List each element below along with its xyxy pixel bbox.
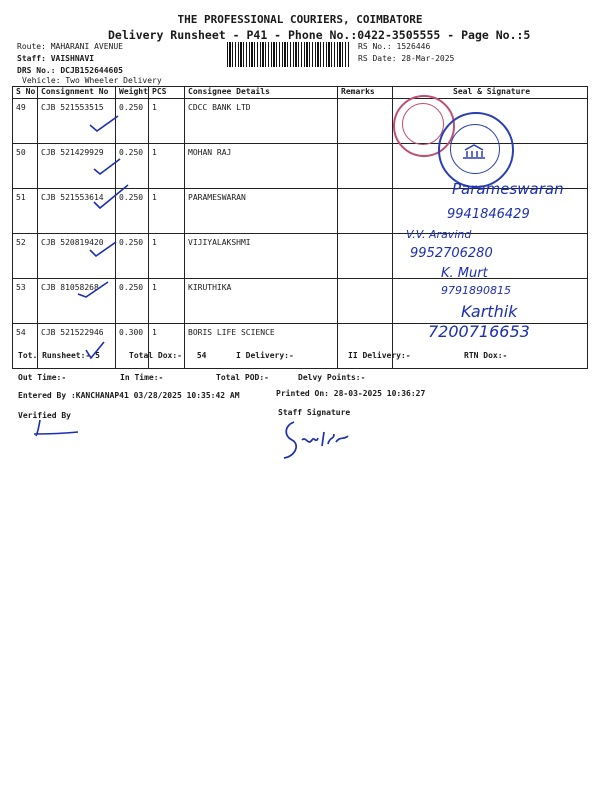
entered-by: Entered By :KANCHANAP41 03/28/2025 10:35:42 AM [18, 391, 240, 400]
company-title: THE PROFESSIONAL COURIERS, COIMBATORE [177, 13, 423, 26]
out-time: Out Time:- [18, 373, 67, 382]
tick-mark-icon [88, 238, 118, 260]
cell-consignee: KIRUTHIKA [185, 279, 338, 324]
cell-remarks [338, 324, 393, 369]
total-dox-value: 54 [196, 351, 207, 360]
route-label: Route: [17, 42, 46, 51]
tick-mark-icon [92, 155, 122, 177]
vehicle-label: Vehicle: [22, 76, 61, 85]
handwritten-name-54: Karthik [461, 302, 518, 321]
drs-value: DCJB152644605 [60, 66, 123, 75]
cell-pcs: 1 [149, 189, 185, 234]
handwritten-name-53: K. Murt [441, 266, 488, 281]
staff-value: VAISHNAVI [50, 54, 95, 63]
tick-mark-icon [76, 278, 110, 300]
handwritten-phone-51: 9941846429 [447, 207, 530, 222]
verified-by-label: Verified By [18, 411, 71, 420]
seal-inner-ring [402, 103, 444, 145]
rs-no-row [358, 42, 430, 51]
rs-date-value: 28-Mar-2025 [401, 54, 455, 63]
col-sno: S No [13, 87, 38, 99]
cell-consignment: CJB 521429929 [38, 144, 116, 189]
col-weight: Weight [116, 87, 149, 99]
tick-mark-icon [88, 113, 120, 135]
cell-sno: 52 [13, 234, 38, 279]
cell-weight: 0.250 [116, 189, 149, 234]
cell-pcs: 1 [149, 324, 185, 369]
cell-consignment: CJB 520819420 [38, 234, 116, 279]
col-consignee: Consignee Details [185, 87, 338, 99]
vehicle-value: Two Wheeler Delivery [65, 76, 162, 85]
cell-weight: 0.250 [116, 234, 149, 279]
delvy-points: Delvy Points:- [298, 373, 366, 382]
rtn-dox: RTN Dox:- [464, 351, 508, 360]
staff-row [17, 54, 94, 63]
cell-remarks [338, 99, 393, 144]
cell-consignment: CJB 521553515 [38, 99, 116, 144]
drs-row [17, 66, 123, 75]
rs-date-row [358, 54, 454, 63]
cell-weight: 0.250 [116, 279, 149, 324]
col-pcs: PCS [149, 87, 185, 99]
col-consignment: Consignment No [38, 87, 116, 99]
verifier-signature [30, 418, 82, 440]
cell-consignee: PARAMESWARAN [185, 189, 338, 234]
cell-sno: 54 [13, 324, 38, 369]
runsheet-title: Delivery Runsheet - P41 - Phone No.:0422-3505555 - Page No.:5 [108, 28, 531, 42]
bank-building-icon [461, 144, 487, 160]
route-row [17, 42, 123, 51]
cell-consignment: CJB 521522946 [38, 324, 116, 369]
cell-weight: 0.300 [116, 324, 149, 369]
handwritten-name-51: Parameswaran [452, 180, 564, 198]
cell-consignee: BORIS LIFE SCIENCE [185, 324, 338, 369]
cell-pcs: 1 [149, 234, 185, 279]
col-remarks: Remarks [338, 87, 393, 99]
cell-consignment: CJB 81058268 [38, 279, 116, 324]
tick-mark-icon [92, 182, 132, 212]
ii-delivery: II Delivery:- [348, 351, 411, 360]
handwritten-phone-54: 7200716653 [428, 322, 530, 341]
cell-pcs: 1 [149, 144, 185, 189]
cell-weight: 0.250 [116, 99, 149, 144]
cell-consignee: MOHAN RAJ [185, 144, 338, 189]
drs-label: DRS No.: [17, 66, 56, 75]
cell-remarks [338, 279, 393, 324]
rs-no-label: RS No.: [358, 42, 392, 51]
cell-sno: 53 [13, 279, 38, 324]
handwritten-phone-52: 9952706280 [410, 246, 493, 261]
cell-pcs: 1 [149, 279, 185, 324]
staff-label: Staff: [17, 54, 46, 63]
col-seal-signature: Seal & Signature [393, 87, 588, 99]
cell-sno: 51 [13, 189, 38, 234]
cell-sno: 49 [13, 99, 38, 144]
printed-on: Printed On: 28-03-2025 10:36:27 [276, 389, 426, 398]
rs-date-label: RS Date: [358, 54, 397, 63]
cell-weight: 0.250 [116, 144, 149, 189]
rs-no-value: 1526446 [396, 42, 431, 51]
barcode [227, 42, 349, 67]
cell-sno: 50 [13, 144, 38, 189]
cell-consignee: VIJIYALAKSHMI [185, 234, 338, 279]
handwritten-phone-53: 9791890815 [441, 284, 511, 297]
route-value: MAHARANI AVENUE [50, 42, 123, 51]
cell-pcs: 1 [149, 99, 185, 144]
table-header-row [13, 87, 588, 99]
in-time: In Time:- [120, 373, 164, 382]
cell-remarks [338, 189, 393, 234]
total-dox-label: Total Dox:- [129, 351, 182, 360]
i-delivery: I Delivery:- [236, 351, 294, 360]
cell-remarks [338, 234, 393, 279]
staff-signature [276, 418, 356, 462]
cell-consignee: CDCC BANK LTD [185, 99, 338, 144]
staff-signature-label: Staff Signature [278, 408, 351, 417]
vehicle-row [22, 76, 162, 85]
total-dox-row [129, 351, 206, 360]
cell-consignment: CJB 521553614 [38, 189, 116, 234]
total-pod: Total POD:- [216, 373, 269, 382]
tot-runsheet: Tot. Runsheet:- 5 [18, 351, 100, 360]
handwritten-name-52: V.V. Aravind [406, 228, 472, 241]
cell-remarks [338, 144, 393, 189]
